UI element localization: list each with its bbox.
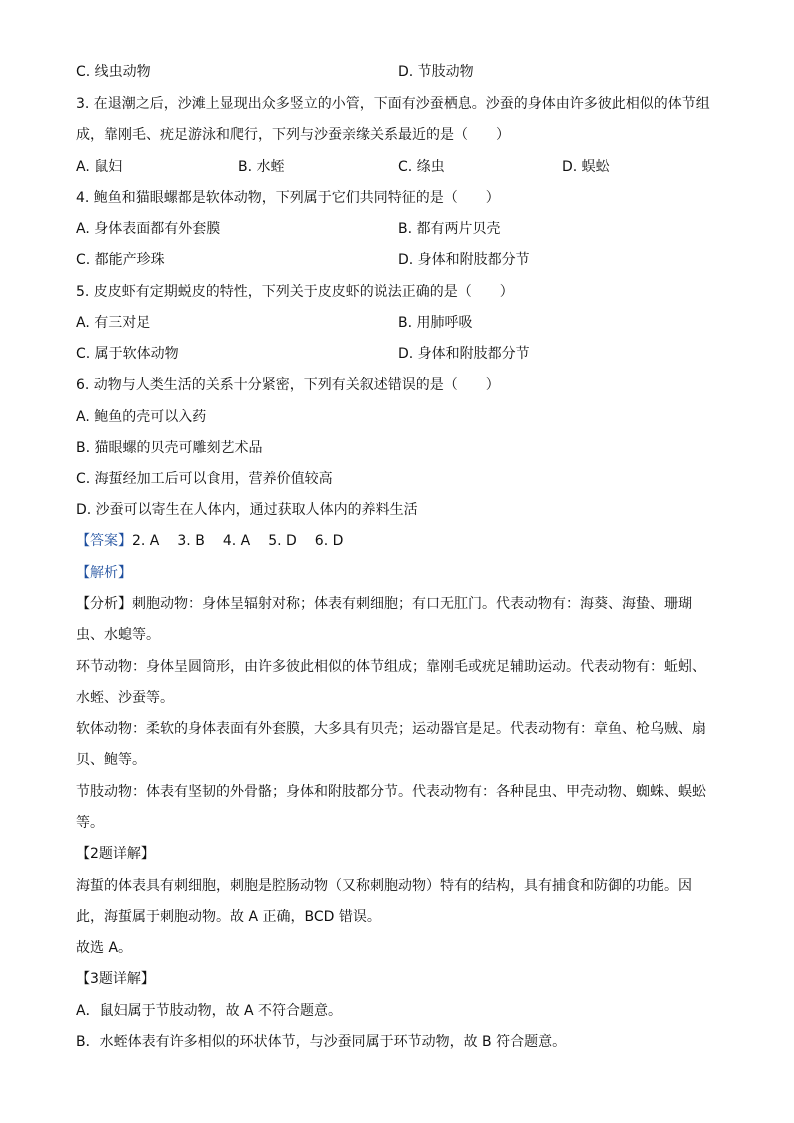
q6-option-d: D. 沙蚕可以寄生在人体内，通过获取人体内的养料生活	[76, 502, 418, 518]
q3-stem-line1: 3. 在退潮之后，沙滩上显现出众多竖立的小管，下面有沙蚕栖息。沙蚕的身体由许多彼此相似的体节组	[76, 96, 710, 112]
analysis-p1-line1: 【分析】刺胞动物：身体呈辐射对称；体表有刺细胞；有口无肛门。代表动物有：海葵、海蛰、珊瑚	[76, 596, 692, 612]
q6-option-a: A. 鲍鱼的壳可以入药	[76, 409, 207, 425]
answer-item: 2. A	[132, 533, 160, 549]
q5-option-d: D. 身体和附肢都分节	[398, 346, 530, 362]
detail3-line1: A．鼠妇属于节肢动物，故 A 不符合题意。	[76, 1003, 343, 1019]
analysis-p2-line2: 水蛭、沙蚕等。	[76, 690, 174, 706]
analysis-p4-line1: 节肢动物：体表有坚韧的外骨骼；身体和附肢都分节。代表动物有：各种昆虫、甲壳动物、蜘蛛、蜈蚣	[76, 784, 706, 800]
q3-option-a: A. 鼠妇	[76, 159, 123, 175]
detail2-heading: 【2题详解】	[76, 846, 155, 862]
analysis-p1-line2: 虫、水螅等。	[76, 627, 160, 643]
q2-option-d: D. 节肢动物	[398, 64, 474, 80]
q5-option-a: A. 有三对足	[76, 315, 151, 331]
q6-stem: 6. 动物与人类生活的关系十分紧密，下列有关叙述错误的是（ ）	[76, 377, 500, 393]
detail3-line2: B．水蛭体表有许多相似的环状体节，与沙蚕同属于环节动物，故 B 符合题意。	[76, 1034, 567, 1050]
q3-option-b: B. 水蛭	[238, 159, 285, 175]
analysis-p2-line1: 环节动物：身体呈圆筒形，由许多彼此相似的体节组成；靠刚毛或疣足辅助运动。代表动物有：蚯蚓、	[76, 659, 706, 675]
analysis-p3-line1: 软体动物：柔软的身体表面有外套膜，大多具有贝壳；运动器官是足。代表动物有：章鱼、枪乌贼、扇	[76, 721, 706, 737]
q3-option-d: D. 蜈蚣	[562, 159, 610, 175]
detail2-line3: 故选 A。	[76, 940, 133, 956]
q4-option-c: C. 都能产珍珠	[76, 252, 165, 268]
answer-line	[76, 531, 361, 551]
q5-stem: 5. 皮皮虾有定期蜕皮的特性，下列关于皮皮虾的说法正确的是（ ）	[76, 284, 514, 300]
answer-item: 4. A	[222, 533, 251, 549]
q5-option-c: C. 属于软体动物	[76, 346, 179, 362]
detail3-heading: 【3题详解】	[76, 971, 155, 987]
q2-option-c: C. 线虫动物	[76, 64, 151, 80]
answer-item: 3. B	[177, 533, 205, 549]
analysis-p4-line2: 等。	[76, 815, 104, 831]
q4-option-a: A. 身体表面都有外套膜	[76, 221, 221, 237]
detail2-line1: 海蜇的体表具有刺细胞，刺胞是腔肠动物（又称刺胞动物）特有的结构，具有捕食和防御的功能。因	[76, 878, 692, 894]
detail2-line2: 此，海蜇属于刺胞动物。故 A 正确，BCD 错误。	[76, 909, 381, 925]
answer-item: 5. D	[268, 533, 297, 549]
q5-option-b: B. 用肺呼吸	[398, 315, 473, 331]
q6-option-b: B. 猫眼螺的贝壳可雕刻艺术品	[76, 440, 263, 456]
q4-option-b: B. 都有两片贝壳	[398, 221, 501, 237]
q4-stem: 4. 鲍鱼和猫眼螺都是软体动物，下列属于它们共同特征的是（ ）	[76, 190, 500, 206]
analysis-p3-line2: 贝、鲍等。	[76, 752, 146, 768]
answer-item: 6. D	[314, 533, 344, 549]
analysis-heading: 【解析】	[76, 565, 132, 581]
q6-option-c: C. 海蜇经加工后可以食用，营养价值较高	[76, 471, 333, 487]
q3-stem-line2: 成，靠刚毛、疣足游泳和爬行，下列与沙蚕亲缘关系最近的是（ ）	[76, 127, 510, 143]
answer-label: 【答案】	[76, 533, 132, 549]
q4-option-d: D. 身体和附肢都分节	[398, 252, 530, 268]
q3-option-c: C. 绦虫	[398, 159, 445, 175]
